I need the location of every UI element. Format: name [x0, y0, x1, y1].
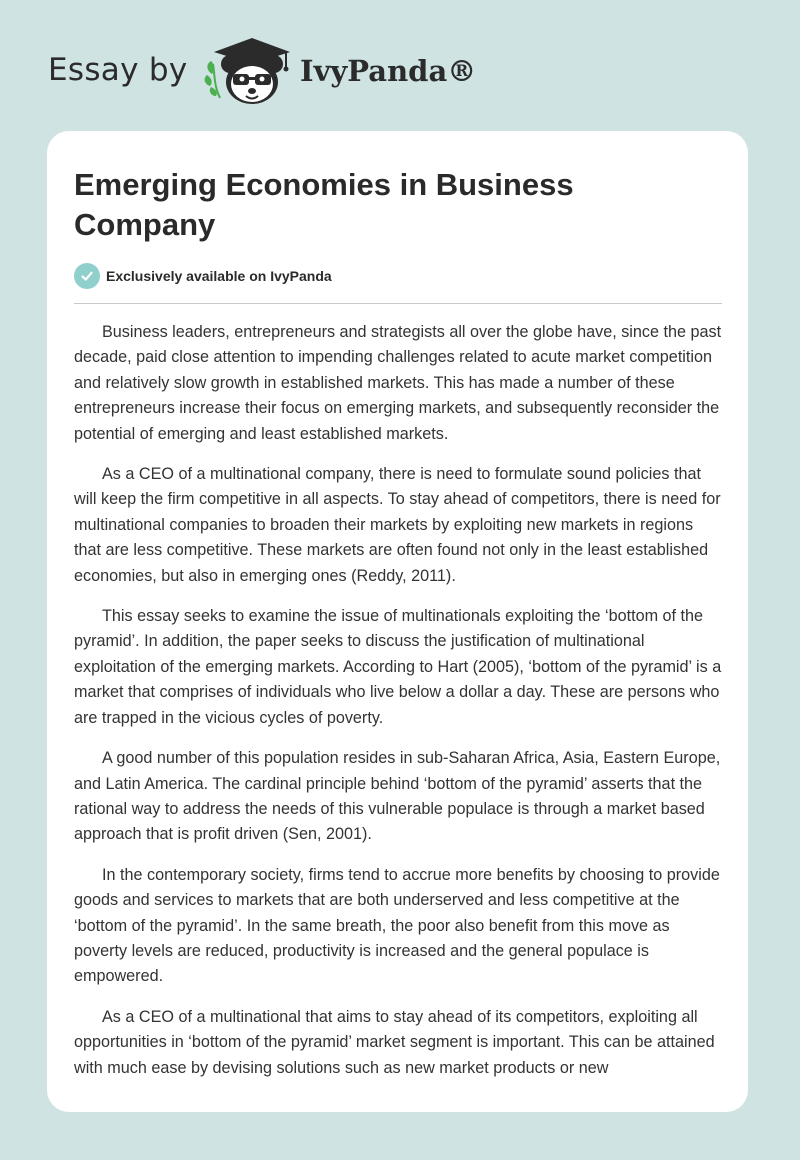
exclusive-badge — [74, 262, 332, 290]
essay-paragraph: In the contemporary society, firms tend to accrue more benefits by choosing to provide goods and services to markets that are both underserved and less competitive at the ‘bottom of the pyramid’. In the same breath, the poor also benefit from this move as poverty levels are reduced, productivity is increased and the general populace is empowered. — [74, 865, 720, 986]
panda-graduate-logo-icon — [202, 34, 294, 110]
essay-card — [47, 131, 748, 1112]
divider — [74, 303, 722, 304]
essay-body — [74, 320, 724, 1096]
essay-title: Emerging Economies in Business Company — [74, 167, 574, 242]
brand-prefix: Essay by — [48, 52, 188, 88]
exclusive-label: Exclusively available on IvyPanda — [106, 268, 332, 284]
essay-paragraph: As a CEO of a multinational that aims to stay ahead of its competitors, exploiting all opportunities in ‘bottom of the pyramid’ market segment is important. This can be attained with much ease by devising solutions such as new market products or new — [74, 1007, 715, 1077]
essay-paragraph: Business leaders, entrepreneurs and strategists all over the globe have, since the past decade, paid close attention to impending challenges related to acute market competition and relatively slow growth in established markets. This has made a number of these entrepreneurs increase their focus on emerging markets, and subsequently reconsider the potential of emerging and least established markets. — [74, 323, 722, 443]
checkmark-icon — [74, 263, 100, 289]
essay-paragraph: A good number of this population resides in sub-Saharan Africa, Asia, Eastern Europe, and Latin America. The cardinal principle behind ‘bottom of the pyramid’ asserts that the rational way to address the needs of this vulnerable populace is through a market based approach that is profit driven (Sen, 2001). — [74, 749, 721, 844]
site-header-brand[interactable] — [48, 34, 508, 114]
essay-paragraph: This essay seeks to examine the issue of multinationals exploiting the ‘bottom of the pyramid’. In addition, the paper seeks to discuss the justification of multinational exploitation of the emerging markets. According to Hart (2005), ‘bottom of the pyramid’ is a market that comprises of individuals who live below a dollar a day. These are persons who are trapped in the vicious cycles of poverty. — [74, 607, 722, 727]
essay-paragraph: As a CEO of a multinational company, there is need to formulate sound policies that will keep the firm competitive in all aspects. To stay ahead of competitors, there is need for multinational companies to broaden their markets by exploiting new markets in regions that are less competitive. These markets are often found not only in the least established economies, but also in emerging ones (Reddy, 2011). — [74, 465, 721, 585]
brand-name: IvyPanda® — [300, 54, 477, 88]
